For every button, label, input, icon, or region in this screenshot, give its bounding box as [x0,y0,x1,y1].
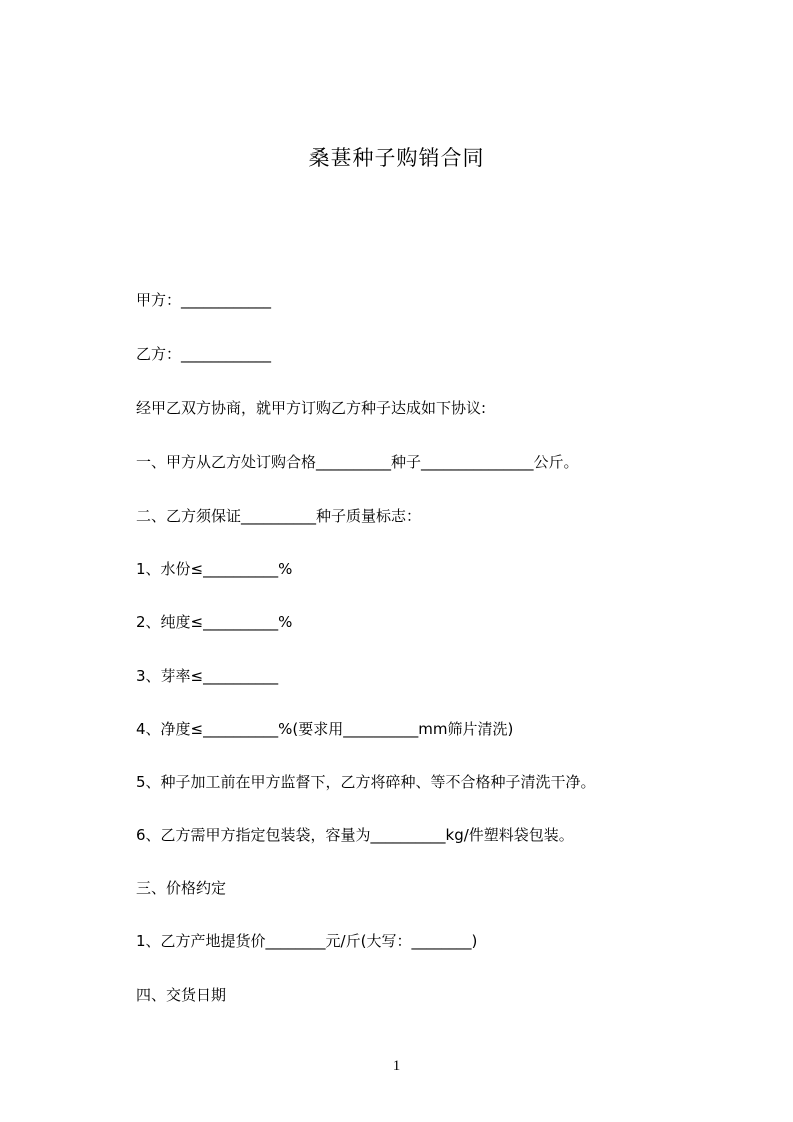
quality-cleaning-supervision: 5、种子加工前在甲方监督下，乙方将碎种、等不合格种子清洗干净。 [136,773,596,791]
quality-moisture: 1、水份≤__________% [136,560,293,578]
price-pickup: 1、乙方产地提货价________元/斤(大写：________) [136,932,478,950]
document-title: 桑葚种子购销合同 [308,146,485,170]
page-number: 1 [392,1058,401,1074]
quality-purity: 2、纯度≤__________% [136,613,293,631]
agreement-intro: 经甲乙双方协商，就甲方订购乙方种子达成如下协议: [136,399,487,417]
clause-1-order: 一、甲方从乙方处订购合格__________种子_______________公斤。 [136,453,579,471]
clause-3-price: 三、价格约定 [136,879,227,897]
quality-packaging: 6、乙方需甲方指定包装袋，容量为__________kg/件塑料袋包装。 [136,826,574,844]
quality-cleanliness: 4、净度≤__________%(要求用__________mm筛片清洗) [136,720,514,738]
party-a-line: 甲方：____________ [136,291,272,309]
quality-germination: 3、芽率≤__________ [136,667,279,685]
clause-2-quality: 二、乙方须保证__________种子质量标志： [136,507,422,525]
party-b-line: 乙方：____________ [136,345,272,363]
clause-4-delivery: 四、交货日期 [136,986,227,1004]
